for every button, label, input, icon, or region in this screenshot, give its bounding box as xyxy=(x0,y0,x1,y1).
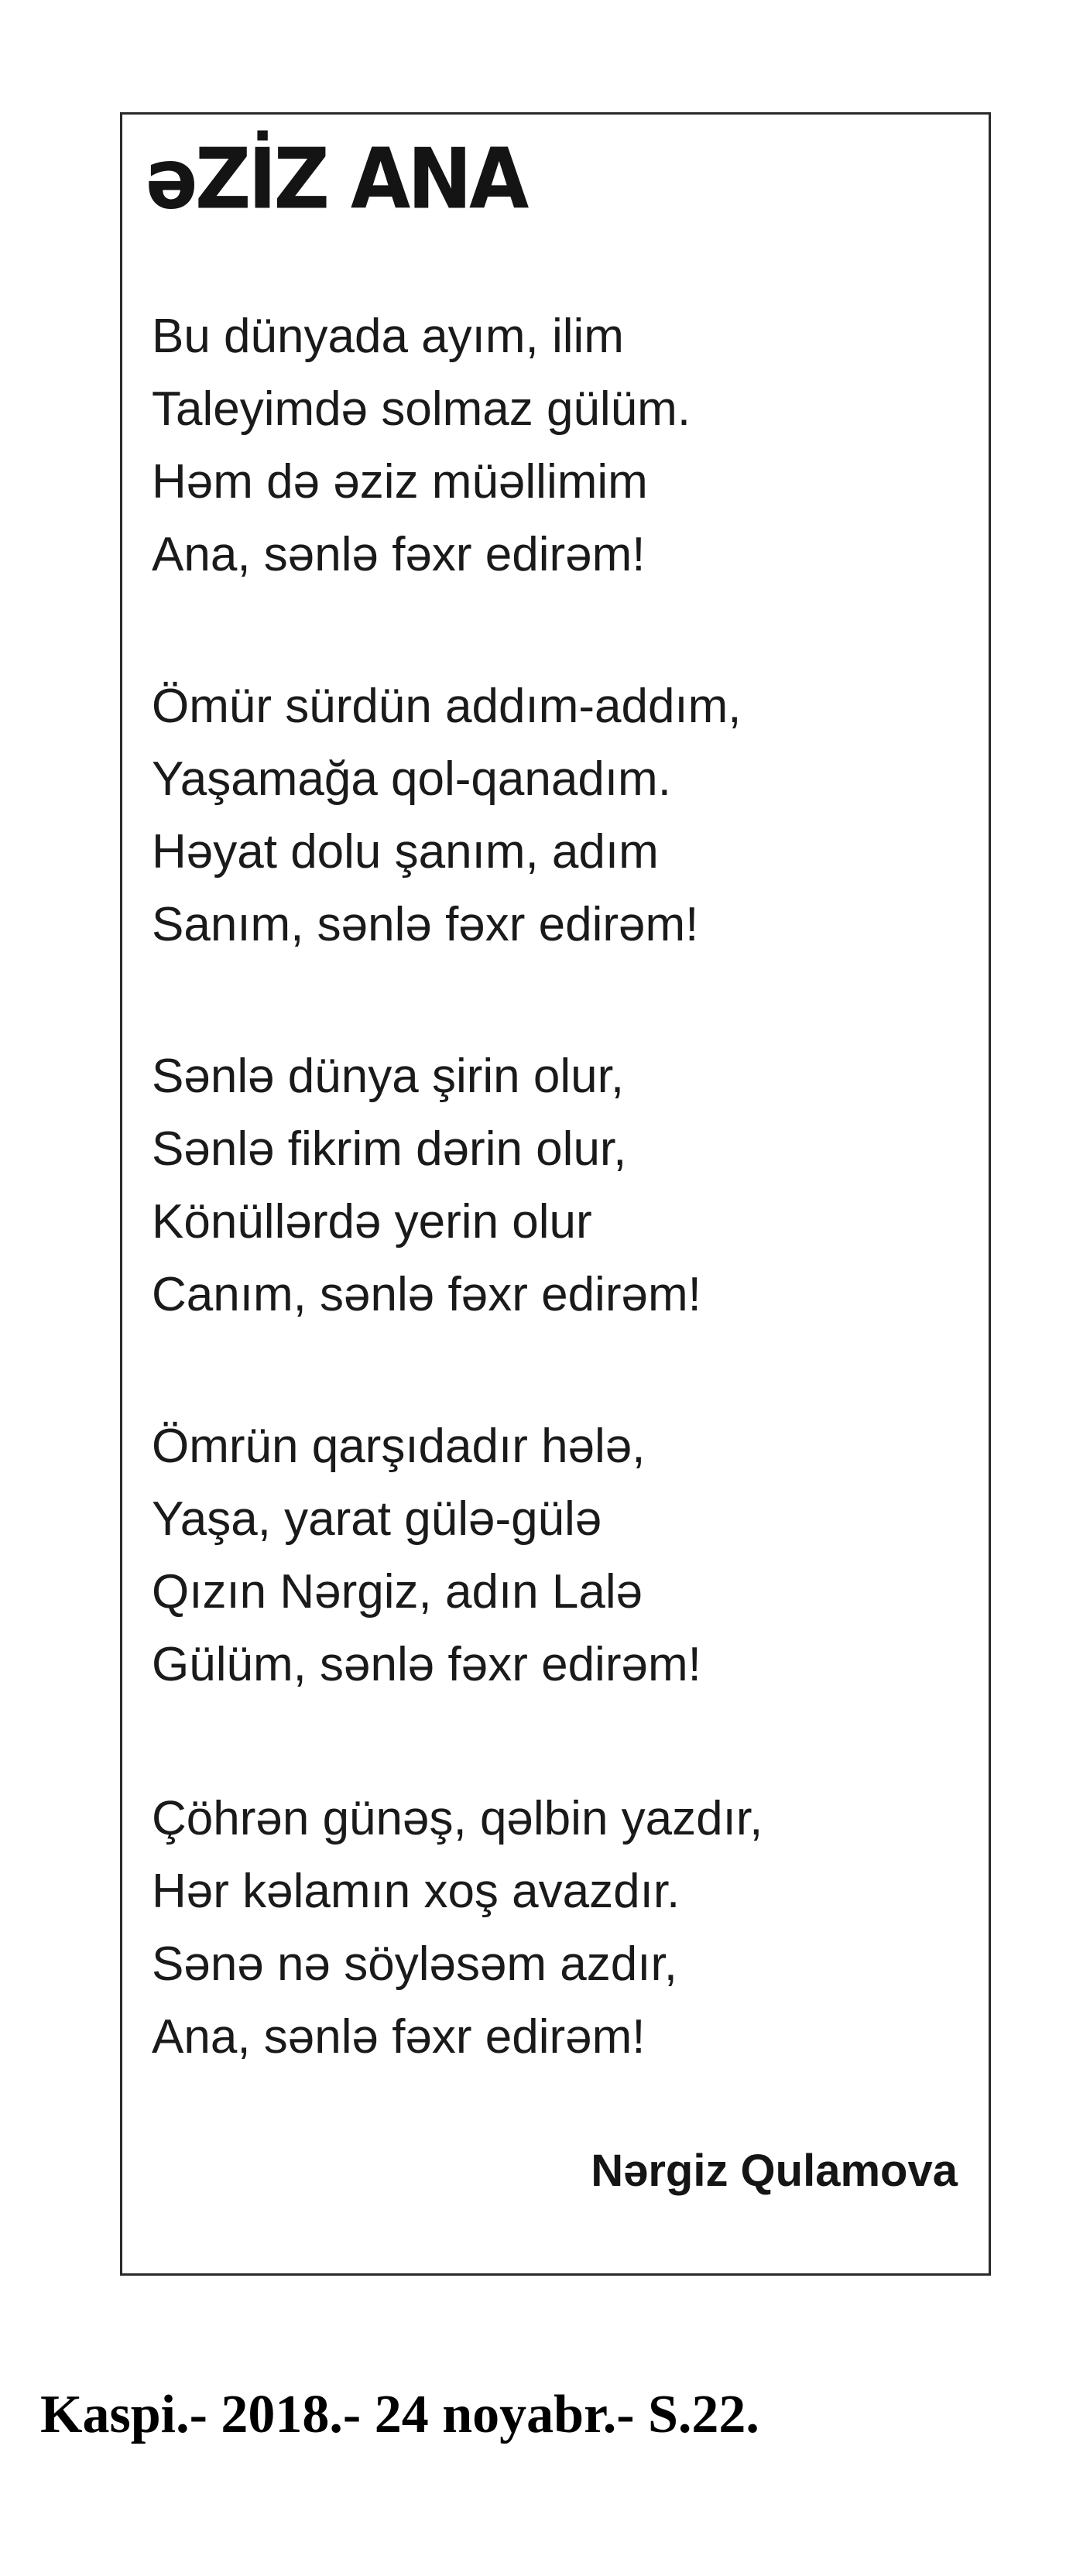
poem-line: Həm də əziz müəllimim xyxy=(152,455,648,509)
source-citation: Kaspi.- 2018.- 24 noyabr.- S.22. xyxy=(40,2385,759,2444)
poem-line: Ömür sürdün addım-addım, xyxy=(152,680,742,733)
stanza-1 xyxy=(152,300,691,591)
poem-line: Taleyimdə solmaz gülüm. xyxy=(152,382,691,436)
poem-line: Sənə nə söyləsəm azdır, xyxy=(152,1937,677,1991)
newspaper-clipping xyxy=(120,112,991,2276)
poem-line: Ömrün qarşıdadır hələ, xyxy=(152,1420,646,1473)
poem-line: Sənlə dünya şirin olur, xyxy=(152,1050,625,1103)
poem-line: Ana, sənlə fəxr edirəm! xyxy=(152,2010,646,2064)
poem-line: Könüllərdə yerin olur xyxy=(152,1195,592,1249)
poem-line: Sənlə fikrim dərin olur, xyxy=(152,1122,627,1176)
poem-line: Bu dünyada ayım, ilim xyxy=(152,310,624,363)
poem-line: Hər kəlamın xoş avazdır. xyxy=(152,1865,680,1918)
poem-line: Qızın Nərgiz, adın Lalə xyxy=(152,1565,643,1619)
poem-line: Həyat dolu şanım, adım xyxy=(152,825,659,879)
poem-line: Yaşamağa qol-qanadım. xyxy=(152,752,671,806)
poem-line: Sanım, sənlə fəxr edirəm! xyxy=(152,898,699,951)
stanza-2 xyxy=(152,670,742,961)
poem-line: Yaşa, yarat gülə-gülə xyxy=(152,1492,602,1546)
stanza-5 xyxy=(152,1783,763,2074)
poem-line: Ana, sənlə fəxr edirəm! xyxy=(152,528,646,581)
poem-line: Çöhrən günəş, qəlbin yazdır, xyxy=(152,1792,763,1845)
poem-line: Canım, sənlə fəxr edirəm! xyxy=(152,1268,701,1321)
stanza-3 xyxy=(152,1040,701,1331)
poem-line: Gülüm, sənlə fəxr edirəm! xyxy=(152,1638,701,1691)
stanza-4 xyxy=(152,1410,701,1701)
author-signature: Nərgiz Qulamova xyxy=(591,2146,958,2196)
poem-title: əZİZ ANA xyxy=(146,130,526,228)
